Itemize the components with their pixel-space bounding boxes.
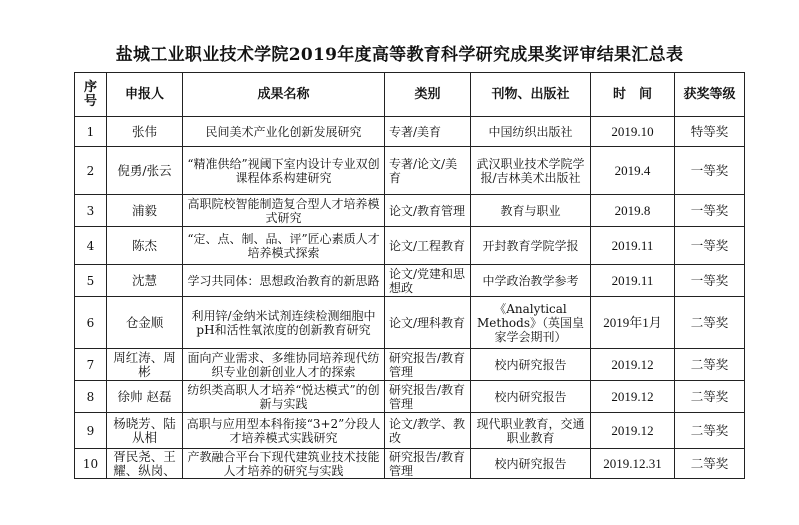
table-row	[75, 265, 745, 297]
table-row	[75, 297, 745, 349]
cell-time: 2019.11	[591, 227, 675, 265]
cell-no: 8	[75, 381, 107, 413]
table-header-row	[75, 73, 745, 117]
cell-applicant: 杨晓芳、陆从相	[107, 413, 183, 449]
cell-no: 2	[75, 147, 107, 195]
cell-achievement: 纺织类高职人才培养“悦达模式”的创新与实践	[183, 381, 385, 413]
cell-achievement: 面向产业需求、多维协同培养现代纺织专业创新创业人才的探索	[183, 349, 385, 381]
cell-no: 10	[75, 449, 107, 479]
header-publication: 刊物、出版社	[471, 73, 591, 117]
header-time: 时 间	[591, 73, 675, 117]
cell-no: 3	[75, 195, 107, 227]
cell-time: 2019.10	[591, 117, 675, 147]
header-achievement: 成果名称	[183, 73, 385, 117]
cell-award: 二等奖	[675, 413, 745, 449]
cell-achievement: 民间美术产业化创新发展研究	[183, 117, 385, 147]
cell-publication: 校内研究报告	[471, 349, 591, 381]
cell-award: 一等奖	[675, 265, 745, 297]
cell-achievement: “精准供给”视阈下室内设计专业双创课程体系构建研究	[183, 147, 385, 195]
cell-publication: 中学政治教学参考	[471, 265, 591, 297]
cell-award: 二等奖	[675, 381, 745, 413]
cell-achievement: “定、点、制、品、评”匠心素质人才培养模式探索	[183, 227, 385, 265]
cell-award: 二等奖	[675, 297, 745, 349]
cell-time: 2019.12	[591, 381, 675, 413]
cell-applicant: 张伟	[107, 117, 183, 147]
cell-award: 一等奖	[675, 227, 745, 265]
cell-award: 二等奖	[675, 449, 745, 479]
cell-time: 2019年1月	[591, 297, 675, 349]
header-applicant: 申报人	[107, 73, 183, 117]
cell-category: 专著/论文/美育	[385, 147, 471, 195]
cell-category: 研究报告/教育管理	[385, 381, 471, 413]
cell-no: 4	[75, 227, 107, 265]
cell-achievement: 产教融合平台下现代建筑业技术技能人才培养的研究与实践	[183, 449, 385, 479]
cell-publication: 校内研究报告	[471, 449, 591, 479]
cell-publication: 《Analytical Methods》（英国皇家学会期刊）	[471, 297, 591, 349]
cell-category: 论文/工程教育	[385, 227, 471, 265]
cell-time: 2019.8	[591, 195, 675, 227]
page-title: 盐城工业职业技术学院2019年度高等教育科学研究成果奖评审结果汇总表	[115, 45, 684, 65]
cell-publication: 武汉职业技术学院学报/吉林美术出版社	[471, 147, 591, 195]
header-no: 序号	[75, 73, 107, 117]
cell-category: 论文/教学、教改	[385, 413, 471, 449]
cell-achievement: 高职与应用型本科衔接“3+2”分段人才培养模式实践研究	[183, 413, 385, 449]
cell-award: 二等奖	[675, 349, 745, 381]
cell-no: 7	[75, 349, 107, 381]
table-row	[75, 449, 745, 479]
cell-publication: 开封教育学院学报	[471, 227, 591, 265]
cell-applicant: 浦毅	[107, 195, 183, 227]
cell-achievement: 高职院校智能制造复合型人才培养模式研究	[183, 195, 385, 227]
table-row	[75, 227, 745, 265]
header-award: 获奖等级	[675, 73, 745, 117]
cell-time: 2019.4	[591, 147, 675, 195]
cell-achievement: 学习共同体：思想政治教育的新思路	[183, 265, 385, 297]
results-table	[74, 72, 745, 479]
cell-publication: 校内研究报告	[471, 381, 591, 413]
cell-applicant: 胥民尧、王耀、纵岗、	[107, 449, 183, 479]
cell-no: 5	[75, 265, 107, 297]
cell-time: 2019.12	[591, 349, 675, 381]
cell-achievement: 利用锌/金纳米试剂连续检测细胞中pH和活性氧浓度的创新教育研究	[183, 297, 385, 349]
cell-no: 6	[75, 297, 107, 349]
cell-no: 9	[75, 413, 107, 449]
cell-no: 1	[75, 117, 107, 147]
table-row	[75, 413, 745, 449]
cell-applicant: 陈杰	[107, 227, 183, 265]
table-row	[75, 195, 745, 227]
cell-applicant: 徐帅 赵磊	[107, 381, 183, 413]
cell-applicant: 仓金顺	[107, 297, 183, 349]
cell-category: 研究报告/教育管理	[385, 349, 471, 381]
cell-publication: 教育与职业	[471, 195, 591, 227]
cell-category: 专著/美育	[385, 117, 471, 147]
cell-award: 一等奖	[675, 147, 745, 195]
header-category: 类别	[385, 73, 471, 117]
cell-applicant: 周红涛、周彬	[107, 349, 183, 381]
cell-applicant: 沈慧	[107, 265, 183, 297]
cell-applicant: 倪勇/张云	[107, 147, 183, 195]
cell-publication: 中国纺织出版社	[471, 117, 591, 147]
cell-time: 2019.12.31	[591, 449, 675, 479]
cell-category: 论文/理科教育	[385, 297, 471, 349]
table-row	[75, 147, 745, 195]
cell-publication: 现代职业教育，交通职业教育	[471, 413, 591, 449]
cell-award: 特等奖	[675, 117, 745, 147]
cell-time: 2019.12	[591, 413, 675, 449]
table-row	[75, 117, 745, 147]
cell-category: 论文/教育管理	[385, 195, 471, 227]
cell-award: 一等奖	[675, 195, 745, 227]
cell-time: 2019.11	[591, 265, 675, 297]
cell-category: 研究报告/教育管理	[385, 449, 471, 479]
cell-category: 论文/党建和思想政	[385, 265, 471, 297]
table-row	[75, 381, 745, 413]
table-row	[75, 349, 745, 381]
